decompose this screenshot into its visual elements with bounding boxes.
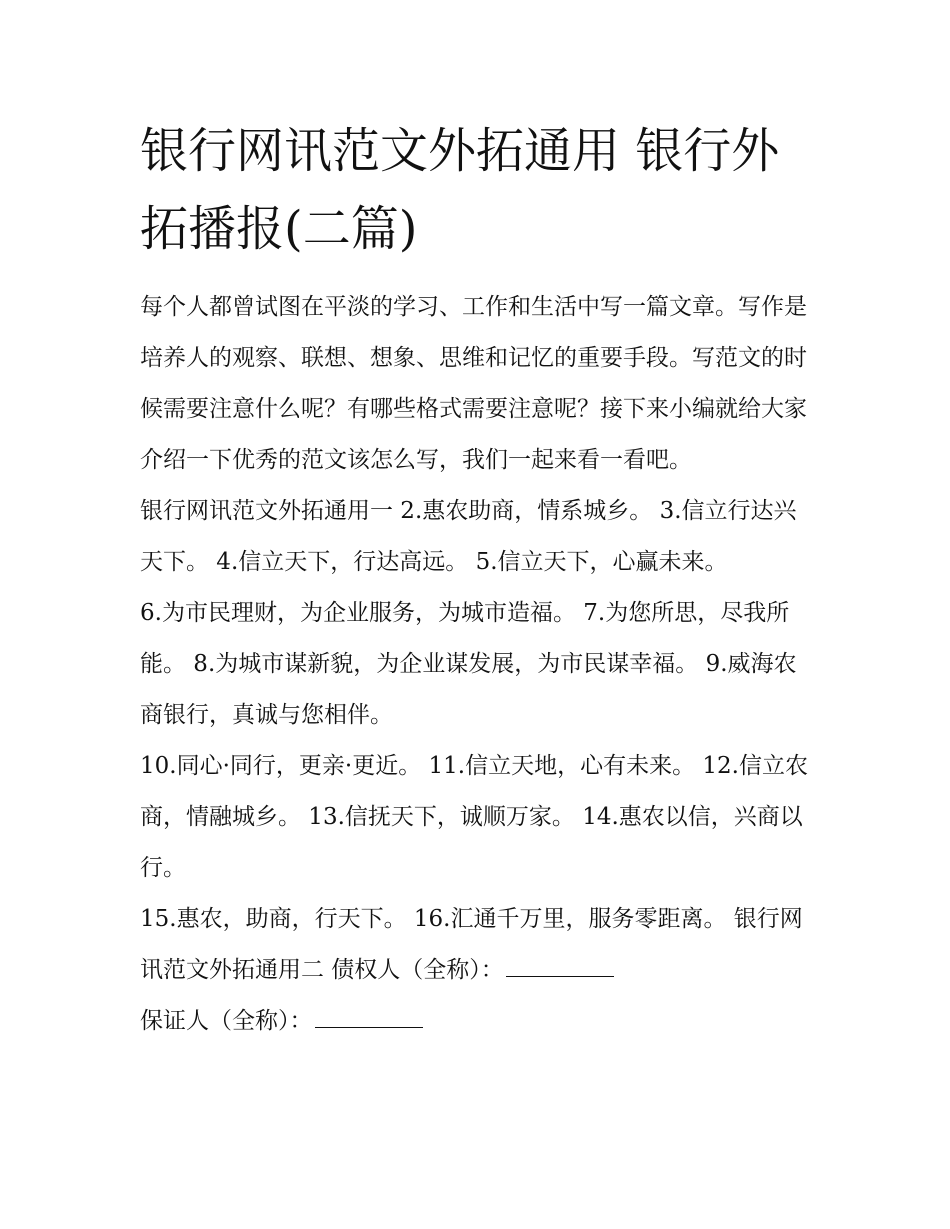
paragraph-slogans-4-text: 15.惠农，助商，行天下。 16.汇通千万里，服务零距离。 银行网讯范文外拓通用二 债权人（全称）： — [140, 906, 803, 983]
guarantor-blank-line — [315, 1013, 423, 1028]
paragraph-slogans-2: 6.为市民理财，为企业服务，为城市造福。 7.为您所思，尽我所能。 8.为城市谋新貌，为企业谋发展，为市民谋幸福。 9.威海农商银行，真诚与您相伴。 — [140, 600, 797, 728]
paragraph-intro: 每个人都曾试图在平淡的学习、工作和生活中写一篇文章。写作是培养人的观察、联想、想象、思维和记忆的重要手段。写范文的时候需要注意什么呢？有哪些格式需要注意呢？接下来小编就给大家介绍一下优秀的范文该怎么写，我们一起来看一看吧。 — [140, 294, 807, 473]
guarantor-line — [140, 996, 812, 1047]
paragraph-slogans-1: 银行网讯范文外拓通用一 2.惠农助商，情系城乡。 3.信立行达兴天下。 4.信立天下，行达高远。 5.信立天下，心赢未来。 — [140, 498, 797, 575]
guarantor-label: 保证人（全称）： — [140, 1008, 313, 1034]
paragraph-slogans-3: 10.同心·同行，更亲·更近。 11.信立天地，心有未来。 12.信立农商，情融城乡。 13.信抚天下，诚顺万家。 14.惠农以信，兴商以行。 — [140, 753, 808, 881]
creditor-blank-line — [506, 962, 614, 977]
document-title: 银行网讯范文外拓通用 银行外拓播报(二篇) — [140, 123, 780, 257]
paragraph-slogans-4 — [140, 894, 812, 996]
